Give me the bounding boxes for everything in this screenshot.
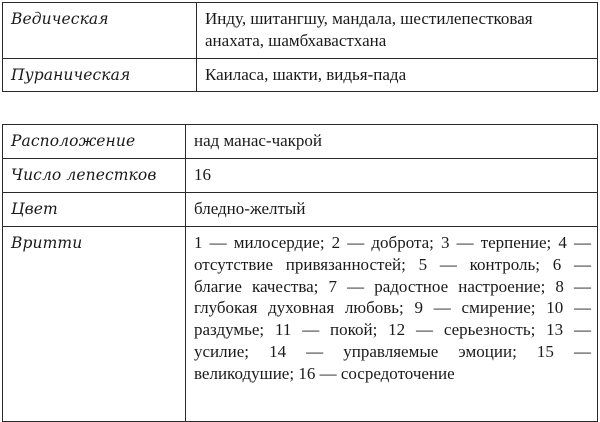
table-row (3, 193, 598, 227)
names-table (2, 2, 598, 92)
table-row (3, 159, 598, 193)
table-row (3, 59, 598, 92)
row-value: бледно-желтый (186, 193, 598, 227)
row-label: Пураническая (3, 59, 197, 92)
row-label: Число лепестков (3, 159, 186, 193)
table-row (3, 3, 598, 59)
row-value: 16 (186, 159, 598, 193)
vritti-list: 1 — милосердие; 2 — доброта; 3 — терпение; 4 — отсутствие привязанностей; 5 — контроль; 6 — благие качества; 7 — радостное настроение; 8 — глубокая духовная любовь; 9 — смирение; 10 — раздумье; 11 — покой; 12 — серьезность; 13 — усилие; 14 — управляемые эмоции; 15 — великодушие; 16 — сосредоточение (186, 227, 598, 422)
row-value: Каиласа, шакти, видья-пада (197, 59, 598, 92)
row-label: Ведическая (3, 3, 197, 59)
row-label: Расположение (3, 125, 186, 159)
row-value: Инду, шитангшу, мандала, шестилепестковая анахата, шамбхавастхана (197, 3, 598, 59)
row-value: над манас-чакрой (186, 125, 598, 159)
table-row (3, 227, 598, 422)
row-label: Вритти (3, 227, 186, 422)
table-row (3, 125, 598, 159)
row-label: Цвет (3, 193, 186, 227)
properties-table (2, 124, 598, 422)
